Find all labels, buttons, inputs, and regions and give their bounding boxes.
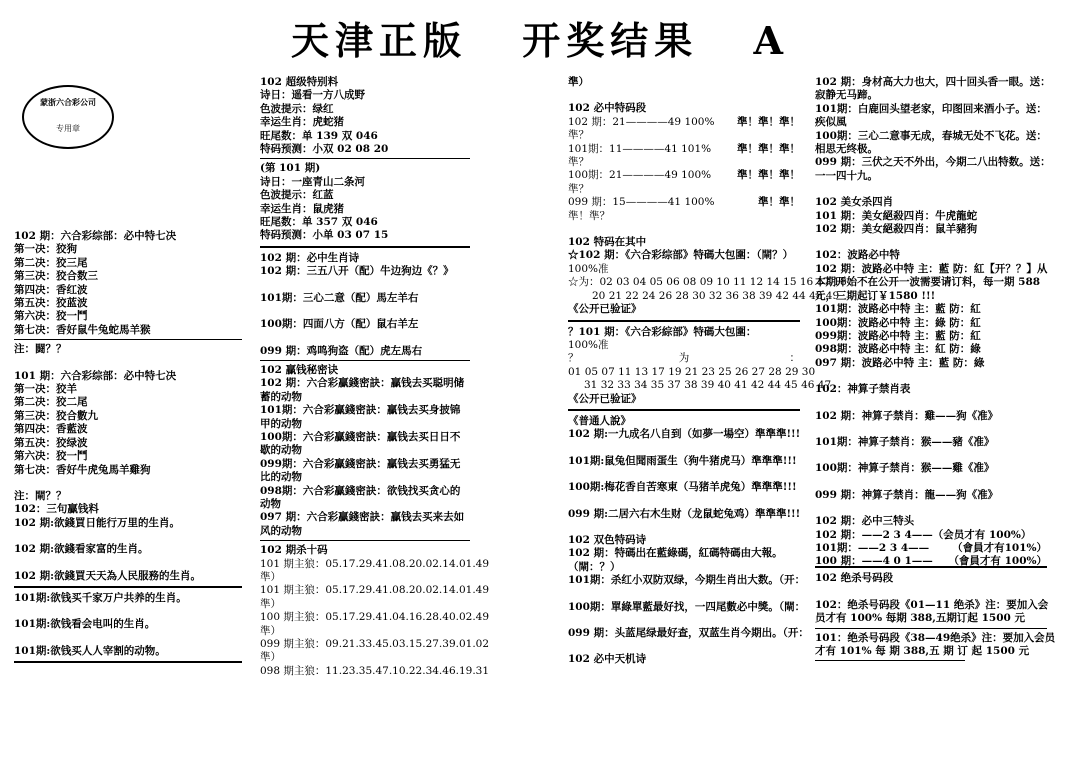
col2-line: 旺尾数：单 357 双 046 bbox=[260, 216, 378, 229]
col4-line: 102 期：波路必中特 主：藍 防：紅【开？？】从 bbox=[815, 262, 1048, 275]
title-part3: A bbox=[753, 18, 789, 63]
code-label-row bbox=[568, 352, 800, 365]
col1-line: 第二决：狡二尾 bbox=[14, 396, 88, 409]
col4-line: 员才有 100% 每期 388,五期订起 1500 元 bbox=[815, 612, 1025, 625]
col2-line: 102 期：三五八开（配）牛边狗边《？》 bbox=[260, 265, 454, 278]
col2-line: 準） bbox=[260, 651, 281, 664]
col4-line: 102：绝杀号码段《01—11 绝杀》注：要加入会 bbox=[815, 598, 1049, 611]
col1-line: 102 期:欲錢買日能行万里的生肖。 bbox=[14, 516, 180, 529]
col2-line: 099 期主狼：09.21.33.45.03.15.27.39.01.02 bbox=[260, 638, 490, 651]
col3-line: 100期:梅花香自苦寒東（马猪羊虎兔）準準準!!! bbox=[568, 481, 797, 494]
col4-line: 099期：波路必中特 主：藍 防：紅 bbox=[815, 329, 981, 342]
col1-line: 101期:欲钱看会电叫的生肖。 bbox=[14, 618, 156, 631]
divider bbox=[260, 246, 470, 248]
col1-line: 第七决：香好鼠牛兔蛇馬羊猴 bbox=[14, 323, 151, 336]
col4-line: 102 期：神算子禁肖：雞——狗《准》 bbox=[815, 409, 999, 422]
col2-line: 幸运生肖：鼠虎猪 bbox=[260, 202, 344, 215]
col1-line: 101 期：六合彩综部：必中特七决 bbox=[14, 369, 177, 382]
col3-line: 100期：單綠單藍最好找，一四尾數必中獎。（閘： bbox=[568, 600, 806, 613]
code-range-row bbox=[568, 143, 800, 156]
col3-line: ？ bbox=[568, 352, 579, 365]
member-row bbox=[815, 555, 1047, 568]
col3-line: 準？ bbox=[568, 129, 589, 142]
col3-line: 100%准 bbox=[568, 262, 609, 275]
col3-line: 102 必中特码段 bbox=[568, 102, 647, 115]
col1-line: 第五决：狡绿波 bbox=[14, 436, 88, 449]
col3-line: ☆为：02 03 04 05 06 08 09 10 11 12 14 15 16 17 18 bbox=[568, 276, 847, 289]
col4-line: （會員才有 100%） bbox=[948, 555, 1047, 568]
col1-line: 102 期:欲錢看家富的生肖。 bbox=[14, 543, 149, 556]
col4-line: 相思无终极。 bbox=[815, 143, 878, 156]
col4-line: 101：绝杀号码段《38—49绝杀》注：要加入会员 bbox=[815, 631, 1056, 644]
col3-line: 099 期：15————41 100% bbox=[568, 196, 715, 209]
col4-line: 102 绝杀号码段 bbox=[815, 572, 894, 585]
col3-line: 《公开已验证》 bbox=[568, 303, 642, 316]
col2-line: 色波提示：绿红 bbox=[260, 102, 334, 115]
col1-line: 102 期：六合彩综部：必中特七决 bbox=[14, 230, 177, 242]
col2-line: 幸运生肖：虎蛇猪 bbox=[260, 116, 344, 129]
col3-line: 準！準！ bbox=[758, 196, 800, 209]
col2-line: 102 期：六合彩贏錢密訣：贏钱去买聪明储蓄的动物 bbox=[260, 377, 465, 403]
col4-line: 102 美女杀四肖 bbox=[815, 196, 894, 209]
col2-line: 102 超级特别料 bbox=[260, 76, 339, 88]
col3-line: 为 bbox=[678, 352, 690, 365]
col2-line: 098 期主狼：11.23.35.47.10.22.34.46.19.31 bbox=[260, 664, 490, 677]
code-range-row bbox=[568, 169, 800, 182]
col2-line: 旺尾数：单 139 双 046 bbox=[260, 129, 378, 142]
col2-line: 準） bbox=[260, 624, 281, 637]
col3-line: 099 期：头蓝尾绿最好查，双蓝生肖今期出。（开： bbox=[568, 627, 809, 639]
col3-line: 099 期:二居六右木生财（龙鼠蛇兔鸡）準準準!!! bbox=[568, 507, 801, 520]
col4-line: 101期：波路必中特 主：藍 防：紅 bbox=[815, 303, 981, 316]
col2-line: 诗日：一座青山二条河 bbox=[260, 175, 365, 188]
col3-line: 準！準！準！ bbox=[737, 115, 800, 128]
col1-line: 第三决：狡合数三 bbox=[14, 270, 98, 283]
col3-line: （閘：？） bbox=[568, 560, 621, 573]
col4-line: 102 期：美女絕殺四肖：鼠羊豬狗 bbox=[815, 223, 978, 236]
col1-line: 第一决：狡羊 bbox=[14, 383, 77, 396]
col3-line: 20 21 22 24 26 28 30 32 36 38 39 42 44 48 49 bbox=[592, 289, 840, 302]
col2-line: 097 期：六合彩贏錢密訣：贏钱去买来去如风的动物 bbox=[260, 511, 465, 537]
col2-line: 098期：六合彩贏錢密訣：欲钱找买贪心的动物 bbox=[260, 484, 461, 510]
col4-line: 100 期：——4 0 1—— bbox=[815, 555, 933, 568]
col2-line: 101期：六合彩贏錢密訣：贏钱去买身披锦甲的动物 bbox=[260, 404, 461, 430]
col3-line: 《公开已验证》 bbox=[568, 392, 642, 405]
col4-line: 102 期：——2 3 4——（会员才有 100%） bbox=[815, 528, 1032, 541]
col3-line: 102 必中天机诗 bbox=[568, 653, 647, 666]
col4-line: 101期：——2 3 4—— bbox=[815, 541, 930, 554]
column-1 bbox=[14, 230, 242, 667]
col3-line: ？101 期：《六合彩綜部》特碼大包圍： bbox=[568, 325, 757, 338]
col1-line: 第六决：狡一鬥 bbox=[14, 310, 88, 323]
column-4 bbox=[815, 76, 1056, 664]
col3-line: 31 32 33 34 35 37 38 39 40 41 42 44 45 46 47 bbox=[584, 379, 832, 392]
col3-line: 100%准 bbox=[568, 338, 609, 351]
col2-line: 特码预测：小双 02 08 20 bbox=[260, 143, 389, 156]
col3-line: 準） bbox=[568, 76, 589, 88]
seal-text-bottom: 专用章 bbox=[56, 124, 80, 133]
code-range-row bbox=[568, 196, 800, 209]
col1-line: 第六决：狡一鬥 bbox=[14, 450, 88, 463]
divider bbox=[14, 661, 242, 663]
col3-line: ： bbox=[789, 352, 800, 365]
divider bbox=[260, 360, 470, 361]
col4-line: 寂静无马蹄。 bbox=[815, 89, 878, 102]
col2-line: 準） bbox=[260, 571, 281, 583]
column-2 bbox=[260, 76, 490, 678]
col3-line: 準！準！準！ bbox=[737, 142, 800, 155]
col4-line: 099 期：三伏之天不外出，今期二八出特数。送： bbox=[815, 156, 1051, 169]
col3-line: 準！準！準！ bbox=[737, 169, 800, 182]
divider bbox=[815, 660, 965, 661]
col1-line: 第二决：狡三尾 bbox=[14, 256, 88, 269]
col3-line: 101期:鼠兔但聞雨蛋生（狗牛猪虎马）準準準!!! bbox=[568, 454, 797, 467]
col1-line: 注：闘？？ bbox=[14, 343, 67, 356]
col4-line: 100期：三心二意事无成，春城无处不飞花。送： bbox=[815, 129, 1047, 142]
col2-line: 101 期主狼：05.17.29.41.08.20.02.14.01.49 bbox=[260, 584, 490, 597]
col4-line: 一一四十九。 bbox=[815, 169, 878, 182]
col3-line: 102 期：特碼出在藍綠碼，紅碼特碼由大報。 bbox=[568, 547, 783, 560]
col2-line: 101 期主狼：05.17.29.41.08.20.02.14.01.49 bbox=[260, 557, 490, 570]
col1-line: 第五决：狡蓝波 bbox=[14, 297, 88, 310]
col4-line: 100期：波路必中特 主：綠 防：紅 bbox=[815, 316, 981, 329]
divider bbox=[260, 158, 470, 159]
col3-line: 101期：杀红小双防双绿，今期生肖出大数。（开： bbox=[568, 574, 806, 587]
col3-line: 101期：11————41 101% bbox=[568, 142, 712, 155]
col4-line: 102 期：身材高大力也大，四十回头香一眼。送： bbox=[815, 76, 1051, 88]
col3-line: 準！準？ bbox=[568, 209, 610, 222]
col4-line: （會員才有101%） bbox=[952, 541, 1047, 554]
col2-line: 102 期：必中生肖诗 bbox=[260, 251, 360, 264]
col4-line: 101 期：美女絕殺四肖：牛虎龍蛇 bbox=[815, 209, 978, 222]
col2-line: 100期：四面八方（配）鼠右羊左 bbox=[260, 318, 419, 331]
col2-line: 準） bbox=[260, 597, 281, 610]
col2-line: 102 贏钱秘密诀 bbox=[260, 363, 339, 376]
company-seal-stamp bbox=[22, 85, 114, 149]
col4-line: 101期：神算子禁肖：猴——豬《准》 bbox=[815, 435, 995, 448]
col2-line: 102 期杀十码 bbox=[260, 544, 328, 557]
col4-line: 098期：波路必中特 主：紅 防：綠 bbox=[815, 343, 981, 356]
col3-line: 01 05 07 11 13 17 19 21 23 25 26 27 28 29 30 bbox=[568, 365, 816, 378]
col1-line: 第一决：狡狗 bbox=[14, 243, 77, 256]
col2-line: 100 期主狼：05.17.29.41.04.16.28.40.02.49 bbox=[260, 611, 490, 624]
col2-line: 特码预测：小单 03 07 15 bbox=[260, 229, 389, 242]
col4-line: 099 期：神算子禁肖：龍——狗《准》 bbox=[815, 488, 999, 501]
divider bbox=[14, 339, 242, 340]
col4-line: 102 期：必中三特头 bbox=[815, 515, 915, 528]
divider bbox=[260, 540, 470, 541]
col2-line: (第 101 期) bbox=[260, 162, 321, 175]
member-row bbox=[815, 542, 1047, 555]
col2-line: 099期：六合彩贏錢密訣：贏钱去买勇猛无比的动物 bbox=[260, 457, 461, 484]
col2-line: 101期：三心二意（配）馬左羊右 bbox=[260, 291, 419, 304]
col3-line: 準？ bbox=[568, 182, 589, 195]
col4-line: 101期：白鹿回头望老家，印图回来酒小子。送： bbox=[815, 102, 1047, 115]
col1-line: 注：閘？？ bbox=[14, 489, 67, 502]
col4-line: 才有 101% 每 期 388,五 期 订 起 1500 元 bbox=[815, 645, 1030, 657]
col3-line: 100期：21————49 100% bbox=[568, 169, 712, 182]
divider bbox=[14, 586, 242, 588]
divider bbox=[568, 320, 800, 322]
col4-line: 元，三期起订￥1580 !!! bbox=[815, 289, 936, 302]
col3-line: 102 期:一九成名八自到（如夢一場空）準準準!!! bbox=[568, 428, 801, 441]
title-part1: 天津正版 bbox=[291, 18, 468, 63]
col4-line: 本期开始不在公开一波需要请订料，每一期 588 bbox=[815, 276, 1041, 289]
col1-line: 第四决：香红波 bbox=[14, 283, 88, 296]
col4-line: 疾似風 bbox=[815, 116, 847, 129]
col2-line: 色波提示：红蓝 bbox=[260, 189, 334, 202]
col1-line: 第三决：狡合數九 bbox=[14, 409, 98, 422]
title-part2: 开奖结果 bbox=[522, 18, 699, 63]
col2-line: 099 期：鸡鸣狗盗（配）虎左馬右 bbox=[260, 344, 423, 357]
divider bbox=[815, 628, 1047, 629]
col1-line: 102：三句贏钱料 bbox=[14, 503, 99, 516]
col1-line: 第七决：香好牛虎兔馬羊雞狗 bbox=[14, 463, 151, 476]
col3-line: ☆102 期：《六合彩综部》特碼大包圍：（閘？） bbox=[568, 249, 794, 262]
col3-line: 102 期：21————49 100% bbox=[568, 115, 715, 128]
page-title bbox=[0, 10, 1080, 65]
code-range-row bbox=[568, 116, 800, 129]
col4-line: 102：波路必中特 bbox=[815, 249, 900, 262]
col1-line: 101期:欲钱买人人宰割的动物。 bbox=[14, 644, 166, 657]
col4-line: 100期：神算子禁肖：猴——雞《准》 bbox=[815, 462, 995, 475]
col3-line: 準？ bbox=[568, 156, 589, 169]
col1-line: 102 期:欲錢買天天為人民服務的生肖。 bbox=[14, 569, 201, 582]
divider bbox=[568, 409, 800, 411]
col3-line: 《普通人說》 bbox=[568, 414, 631, 427]
col2-line: 100期：六合彩贏錢密訣：贏钱去买日日不歇的动物 bbox=[260, 430, 461, 457]
col3-line: 102 特码在其中 bbox=[568, 236, 647, 249]
seal-text-top: 蒙浙六合彩公司 bbox=[40, 97, 96, 107]
col2-line: 诗日：遥看一方八成野 bbox=[260, 89, 365, 102]
col3-line: 102 双色特码诗 bbox=[568, 533, 647, 546]
col4-line: 102：神算子禁肖表 bbox=[815, 383, 911, 396]
col4-line: 097 期：波路必中特 主：藍 防：綠 bbox=[815, 356, 985, 369]
col1-line: 101期:欲钱买千家万户共养的生肖。 bbox=[14, 591, 187, 604]
col1-line: 第四决：香藍波 bbox=[14, 423, 88, 436]
